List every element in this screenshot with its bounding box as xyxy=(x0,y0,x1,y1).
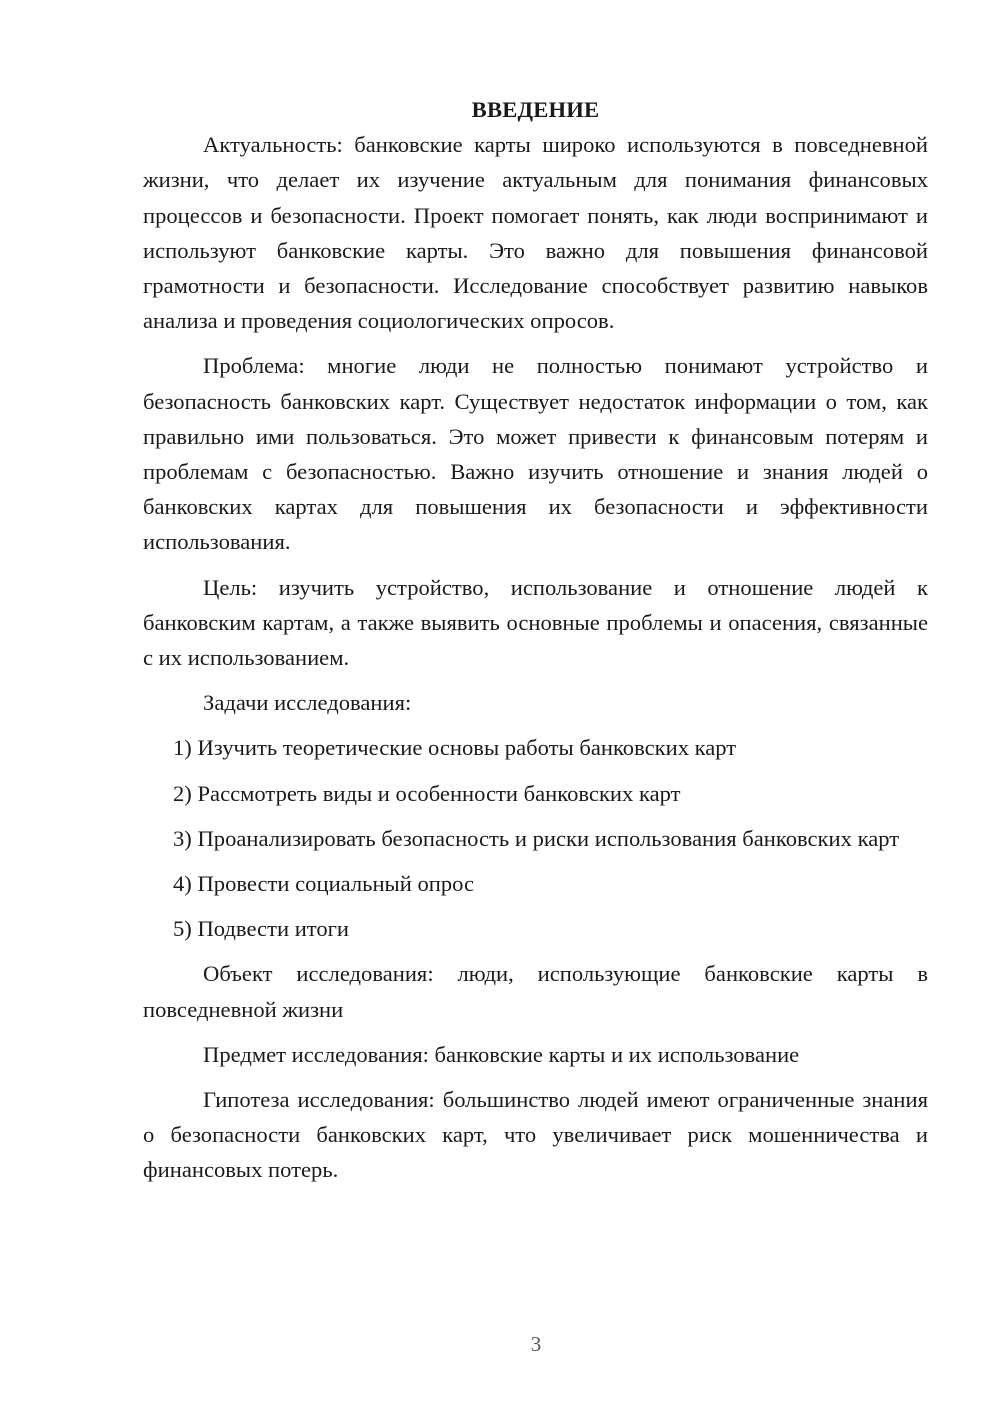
paragraph-subject: Предмет исследования: банковские карты и их использование xyxy=(203,1041,800,1067)
paragraph-hypothesis: Гипотеза исследования: большинство людей имеют ограниченные знания о безопасности банковских карт, что увеличивает риск мошенничества и финансовых потерь. xyxy=(143,1087,928,1183)
paragraph-goal: Цель: изучить устройство, использование и отношение людей к банковским картам, а также выявить основные проблемы и опасения, связанные с их использованием. xyxy=(143,574,928,671)
page-content xyxy=(143,92,928,1198)
page-number: 3 xyxy=(530,1332,542,1356)
list-item-task-1: 1) Изучить теоретические основы работы банковских карт xyxy=(173,735,737,761)
tasks-heading: Задачи исследования: xyxy=(203,690,412,716)
paragraph-relevance: Актуальность: банковские карты широко используются в повседневной жизни, что делает их изучение актуальным для понимания финансовых процессов и безопасности. Проект помогает понять, как люди воспринимают и используют банковские карты. Это важно для повышения финансовой грамотности и безопасности. Исследование способствует развитию навыков анализа и проведения социологических опросов. xyxy=(143,132,928,334)
list-item-task-4: 4) Провести социальный опрос xyxy=(173,871,475,897)
paragraph-problem: Проблема: многие люди не полностью понимают устройство и безопасность банковских карт. Существует недостаток информации о том, как правильно ими пользоваться. Это может привести к финансовым потерям и проблемам с безопасностью. Важно изучить отношение и знания людей о банковских картах для повышения их безопасности и эффективности использования. xyxy=(143,353,928,555)
section-title: ВВЕДЕНИЕ xyxy=(471,97,600,122)
list-item-task-3: 3) Проанализировать безопасность и риски использования банковских карт xyxy=(173,825,900,851)
paragraph-object: Объект исследования: люди, использующие банковские карты в повседневной жизни xyxy=(143,961,928,1022)
list-item-task-5: 5) Подвести итоги xyxy=(173,916,350,942)
list-item-task-2: 2) Рассмотреть виды и особенности банковских карт xyxy=(173,780,681,806)
